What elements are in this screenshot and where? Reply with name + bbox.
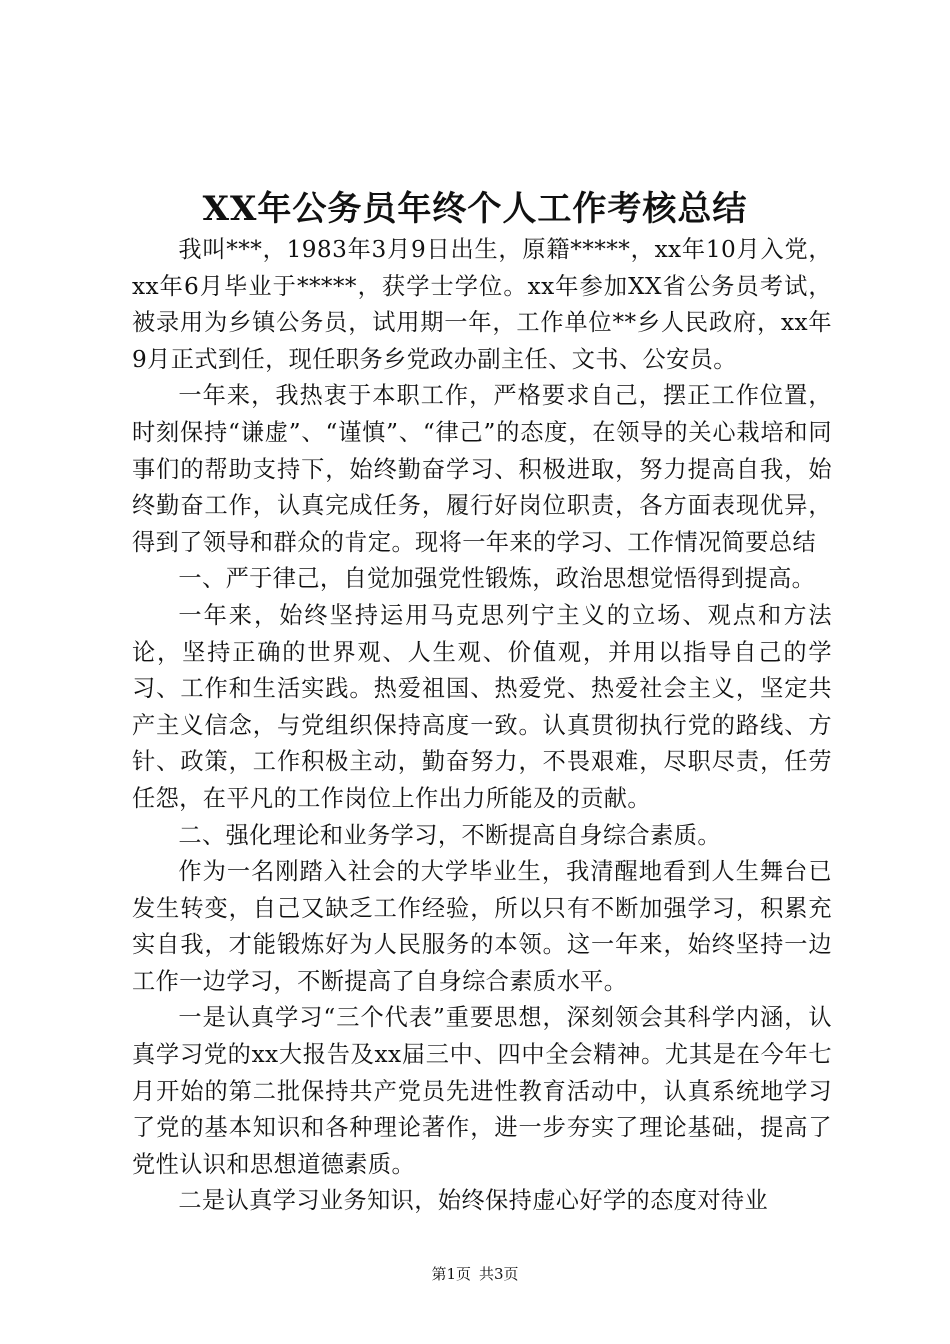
page-footer [0,1264,950,1284]
paragraph-business-study: 二是认真学习业务知识，始终保持虚心好学的态度对待业 [178,1187,769,1215]
section-heading-1: 一、严于律己，自觉加强党性锻炼，政治思想觉悟得到提高。 [178,565,816,593]
page-total: 共3页 [479,1265,519,1283]
document-body [132,232,832,1220]
document-title: XX年公务员年终个人工作考核总结 [202,189,748,229]
paragraph-learning-intro: 作为一名刚踏入社会的大学毕业生，我清醒地看到人生舞台已发生转变，自己又缺乏工作经验，所以只有不断加强学习，积累充实自我，才能锻炼好为人民服务的本领。这一年来，始终坚持一边工作一边学习，不断提高了自身综合素质水平。 [132,858,832,995]
paragraph-theory-study: 一是认真学习“三个代表”重要思想，深刻领会其科学内涵，认真学习党的xx大报告及xx届三中、四中全会精神。尤其是在今年七月开始的第二批保持共产党员先进性教育活动中，认真系统地学习了党的基本知识和各种理论著作，进一步夯实了理论基础，提高了党性认识和思想道德素质。 [132,1004,832,1178]
section-heading-2: 二、强化理论和业务学习，不断提高自身综合素质。 [178,821,721,849]
paragraph-year-overview: 一年来，我热衷于本职工作，严格要求自己，摆正工作位置，时刻保持“谦虚”、“谨慎”、“律己”的态度，在领导的关心栽培和同事们的帮助支持下，始终勤奋学习、积极进取，努力提高自我，始终勤奋工作，认真完成任务，履行好岗位职责，各方面表现优异，得到了领导和群众的肯定。现将一年来的学习、工作情况简要总结 [132,382,832,556]
page-number: 第1页 [431,1265,471,1283]
paragraph-political-thought: 一年来，始终坚持运用马克思列宁主义的立场、观点和方法论，坚持正确的世界观、人生观、价值观，并用以指导自己的学习、工作和生活实践。热爱祖国、热爱党、热爱社会主义，坚定共产主义信念，与党组织保持高度一致。认真贯彻执行党的路线、方针、政策，工作积极主动，勤奋努力，不畏艰难，尽职尽责，任劳任怨，在平凡的工作岗位上作出力所能及的贡献。 [132,601,832,812]
paragraph-personal-info: 我叫***，1983年3月9日出生，原籍*****，xx年10月入党，xx年6月毕业于*****，获学士学位。xx年参加XX省公务员考试，被录用为乡镇公务员，试用期一年，工作单位**乡人民政府，xx年9月正式到任，现任职务乡党政办副主任、文书、公安员。 [132,236,832,373]
